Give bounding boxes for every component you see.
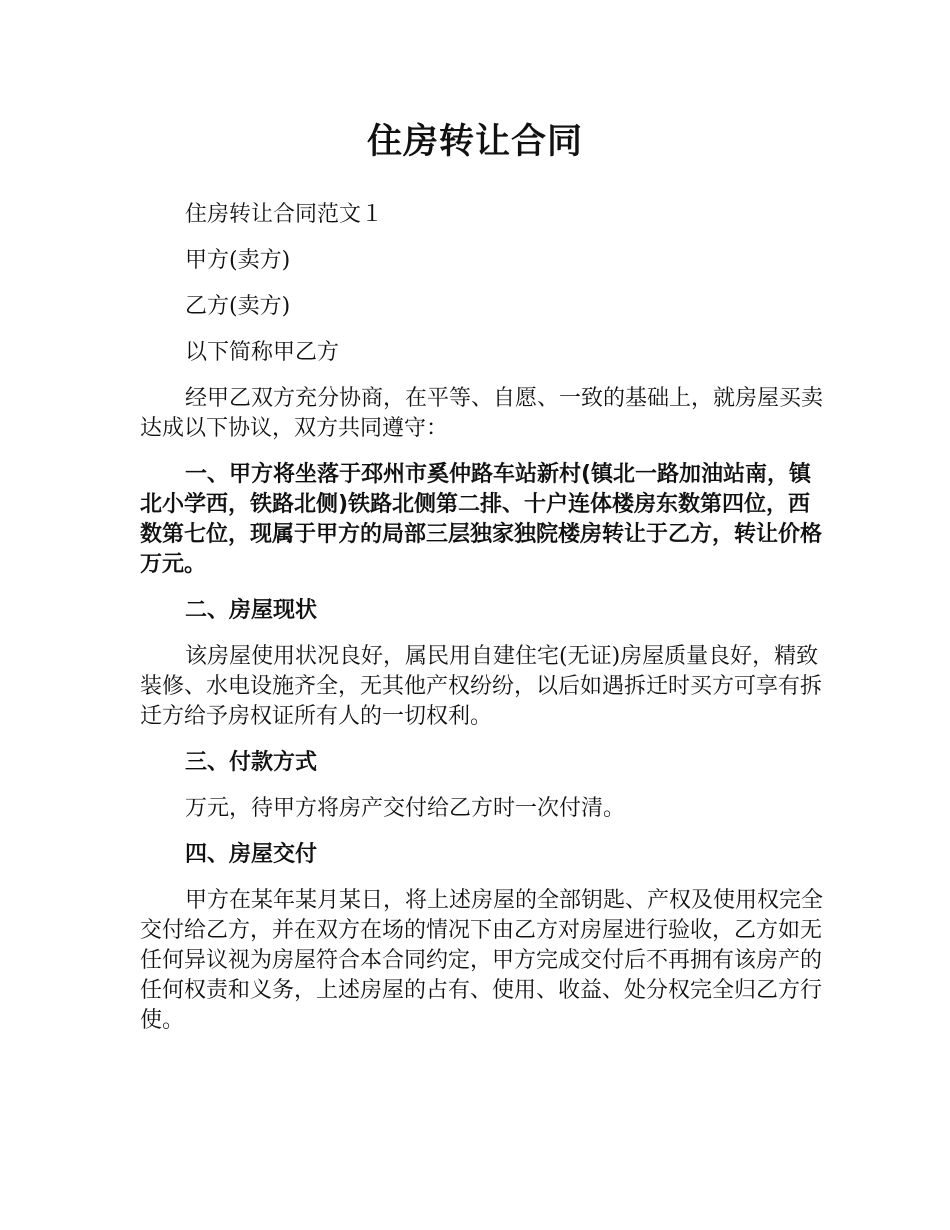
paragraph-delivery: 甲方在某年某月某日，将上述房屋的全部钥匙、产权及使用权完全交付给乙方，并在双方在场的情况下由乙方对房屋进行验收，乙方如无任何异议视为房屋符合本合同约定，甲方完成交付后不再拥有该房产的任何权责和义务，上述房屋的占有、使用、收益、处分权完全归乙方行使。: [140, 888, 824, 1033]
clause-1-property: 一、甲方将坐落于邳州市奚仲路车站新村(镇北一路加油站南，镇北小学西，铁路北侧)铁路北侧第二排、十户连体楼房东数第四位，西数第七位，现属于甲方的局部三层独家独院楼房转让于乙方，转让价格万元。: [140, 462, 823, 577]
heading-property-status: 二、房屋现状: [185, 598, 318, 623]
paragraph-party-b: 乙方(卖方): [185, 294, 291, 319]
paragraph-payment: 万元，待甲方将房产交付给乙方时一次付清。: [185, 796, 626, 821]
paragraph-subtitle: 住房转让合同范文１: [185, 202, 384, 227]
paragraph-abbreviation: 以下简称甲乙方: [185, 340, 340, 365]
paragraph-preamble: 经甲乙双方充分协商，在平等、自愿、一致的基础上，就房屋买卖达成以下协议，双方共同遵守：: [140, 386, 824, 441]
paragraph-party-a: 甲方(卖方): [185, 248, 291, 273]
heading-payment: 三、付款方式: [185, 750, 318, 775]
document-title: 住房转让合同: [366, 122, 583, 162]
document-body: [140, 200, 830, 1036]
heading-delivery: 四、房屋交付: [185, 842, 318, 867]
paragraph-property-status: 该房屋使用状况良好，属民用自建住宅(无证)房屋质量良好，精致装修、水电设施齐全，无其他产权纷纷，以后如遇拆迁时买方可享有拆迁方给予房权证所有人的一切权利。: [140, 644, 823, 729]
